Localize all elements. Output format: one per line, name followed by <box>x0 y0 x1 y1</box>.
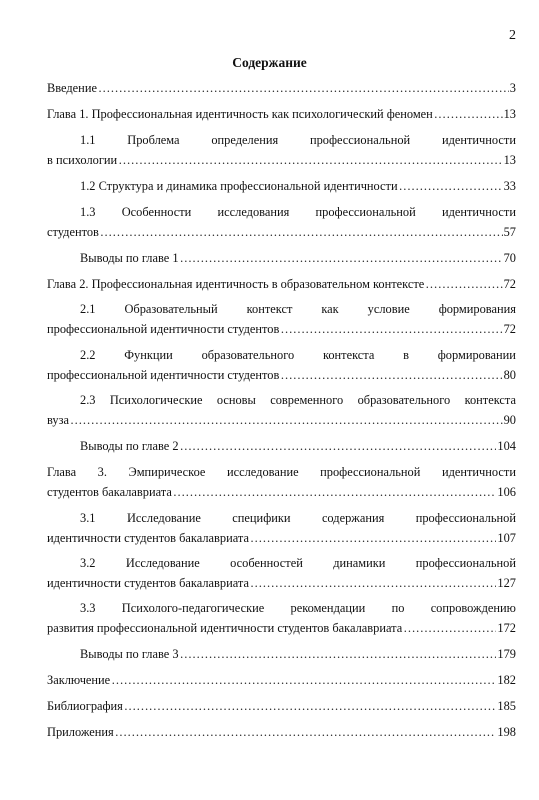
word: исследование <box>226 465 299 479</box>
leader-dots <box>114 723 497 741</box>
leader-dots <box>279 366 502 384</box>
toc-entry-section-3-3 <box>80 599 516 617</box>
toc-entry-section-1-1 <box>80 131 516 149</box>
toc-entry-label: Глава 1. Профессиональная идентичность как психологический феномен <box>47 107 433 121</box>
toc-entry-appendices <box>47 723 516 741</box>
toc-entry-chapter-1 <box>47 105 516 123</box>
toc-page-number: 185 <box>497 699 516 713</box>
toc-entry-section-3-1 <box>80 509 516 527</box>
word: основы <box>216 393 256 407</box>
word: формировании <box>437 348 516 362</box>
word: Исследование <box>125 556 200 570</box>
toc-entry-label: профессиональной идентичности студентов <box>47 368 280 382</box>
word: исследования <box>217 205 290 219</box>
toc-entry-label: Заключение <box>47 673 111 687</box>
word: 3. <box>97 465 107 479</box>
toc-entry-label: Выводы по главе 2 <box>80 439 179 453</box>
toc-page-number: 72 <box>503 277 516 291</box>
leader-dots <box>424 275 502 293</box>
word: динамики <box>333 556 386 570</box>
word: профессиональной <box>315 205 416 219</box>
toc-entry-chapter-3 <box>47 463 516 481</box>
toc-entry-label: Приложения <box>47 725 114 739</box>
leader-dots <box>99 223 503 241</box>
toc-entry-label: Выводы по главе 3 <box>80 647 179 661</box>
word: контекст <box>246 302 293 316</box>
toc-entry-label: развития профессиональной идентичности студентов бакалавриата <box>47 621 403 635</box>
toc-entry-label: Глава 2. Профессиональная идентичность в образовательном контексте <box>47 277 425 291</box>
word: Образовательный <box>124 302 218 316</box>
toc-page-number: 104 <box>497 439 516 453</box>
toc-page-number: 198 <box>497 725 516 739</box>
toc-page-number: 70 <box>503 251 516 265</box>
toc-entry-section-1-3 <box>80 203 516 221</box>
word: идентичности <box>441 465 516 479</box>
toc-entry-label: Выводы по главе 1 <box>80 251 179 265</box>
toc-entry-label: идентичности студентов бакалавриата <box>47 576 249 590</box>
leader-dots <box>123 697 497 715</box>
toc-entry-label: студентов бакалавриата <box>47 485 172 499</box>
word: Особенности <box>121 205 192 219</box>
toc-page-number: 127 <box>497 576 516 590</box>
word: Проблема <box>127 133 180 147</box>
toc-entry-conclusion <box>47 671 516 689</box>
word: 2.1 <box>80 302 96 316</box>
word: 2.3 <box>80 393 96 407</box>
word: Психолого-педагогические <box>121 601 265 615</box>
leader-dots <box>179 645 497 663</box>
word: Исследование <box>126 511 201 525</box>
word: содержания <box>321 511 385 525</box>
word: сопровождению <box>430 601 516 615</box>
word: специфики <box>232 511 291 525</box>
word: по <box>391 601 405 615</box>
word: 2.2 <box>80 348 96 362</box>
toc-entry-conclusions-2 <box>80 437 516 455</box>
word: профессиональной <box>320 465 421 479</box>
word: особенностей <box>230 556 303 570</box>
toc-entry-label: студентов <box>47 225 99 239</box>
toc-page-number: 57 <box>503 225 516 239</box>
toc-entry-label: профессиональной идентичности студентов <box>47 322 280 336</box>
toc-page-number: 107 <box>497 531 516 545</box>
leader-dots <box>433 105 503 123</box>
word: идентичности <box>441 205 516 219</box>
toc-entry-label: в психологии <box>47 153 118 167</box>
toc-entry-section-1-2 <box>80 177 516 195</box>
toc-page-number: 172 <box>497 621 516 635</box>
word: 3.3 <box>80 601 96 615</box>
leader-dots <box>398 177 503 195</box>
toc-entry-section-2-1-cont <box>47 320 516 338</box>
toc-entry-section-2-3-cont <box>47 411 516 429</box>
word: образовательного <box>201 348 295 362</box>
word: образовательного <box>357 393 451 407</box>
word: условие <box>367 302 410 316</box>
word: профессиональной <box>309 133 411 147</box>
leader-dots <box>249 574 496 592</box>
word: современного <box>270 393 344 407</box>
toc-page-number: 182 <box>497 673 516 687</box>
leader-dots <box>110 671 496 689</box>
toc-entry-section-1-3-cont <box>47 223 516 241</box>
toc-entry-section-3-3-cont <box>47 619 516 637</box>
toc-entry-chapter-2 <box>47 275 516 293</box>
word: в <box>403 348 409 362</box>
word: 1.3 <box>80 205 96 219</box>
toc-entry-section-2-2 <box>80 346 516 364</box>
toc-entry-label: Библиография <box>47 699 123 713</box>
toc-entry-section-2-1 <box>80 300 516 318</box>
leader-dots <box>279 320 502 338</box>
leader-dots <box>97 79 509 97</box>
toc-entry-section-3-1-cont <box>47 529 516 547</box>
toc-entry-label: идентичности студентов бакалавриата <box>47 531 249 545</box>
toc-entry-conclusions-1 <box>80 249 516 267</box>
toc-entry-section-3-2-cont <box>47 574 516 592</box>
toc-page-number: 106 <box>497 485 516 499</box>
word: определения <box>211 133 279 147</box>
word: профессиональной <box>415 556 516 570</box>
toc-entry-introduction <box>47 79 516 97</box>
leader-dots <box>179 437 497 455</box>
leader-dots <box>249 529 496 547</box>
word: Эмпирическое <box>128 465 206 479</box>
word: идентичности <box>441 133 516 147</box>
word: 3.2 <box>80 556 96 570</box>
toc-page-number: 80 <box>503 368 516 382</box>
toc-page-number: 13 <box>503 107 516 121</box>
toc-entry-section-1-1-cont <box>47 151 516 169</box>
leader-dots <box>117 151 502 169</box>
toc-entry-section-2-2-cont <box>47 366 516 384</box>
toc-title: Содержание <box>232 55 307 70</box>
leader-dots <box>69 411 503 429</box>
toc-page-number: 179 <box>497 647 516 661</box>
toc-page-number: 13 <box>503 153 516 167</box>
toc-entry-section-2-3 <box>80 391 516 409</box>
word: Психологические <box>109 393 203 407</box>
word: 1.1 <box>80 133 96 147</box>
word: контекста <box>464 393 516 407</box>
toc-entry-label: 1.2 Структура и динамика профессиональной идентичности <box>80 179 398 193</box>
word: контекста <box>322 348 375 362</box>
page-number: 2 <box>509 28 516 43</box>
toc-entry-label: Введение <box>47 81 97 95</box>
leader-dots <box>179 249 503 267</box>
toc-page-number: 72 <box>503 322 516 336</box>
toc-entry-chapter-3-cont <box>47 483 516 501</box>
toc-entry-label: вуза <box>47 413 70 427</box>
word: как <box>321 302 339 316</box>
toc-entry-conclusions-3 <box>80 645 516 663</box>
word: Функции <box>124 348 173 362</box>
toc-page-number: 3 <box>509 81 516 95</box>
word: рекомендации <box>290 601 366 615</box>
word: формирования <box>438 302 516 316</box>
word: профессиональной <box>415 511 516 525</box>
toc-entry-bibliography <box>47 697 516 715</box>
toc-entry-section-3-2 <box>80 554 516 572</box>
word: Глава <box>47 465 77 479</box>
toc-page-number: 90 <box>503 413 516 427</box>
toc-page-number: 33 <box>503 179 516 193</box>
leader-dots <box>172 483 497 501</box>
word: 3.1 <box>80 511 96 525</box>
leader-dots <box>402 619 496 637</box>
